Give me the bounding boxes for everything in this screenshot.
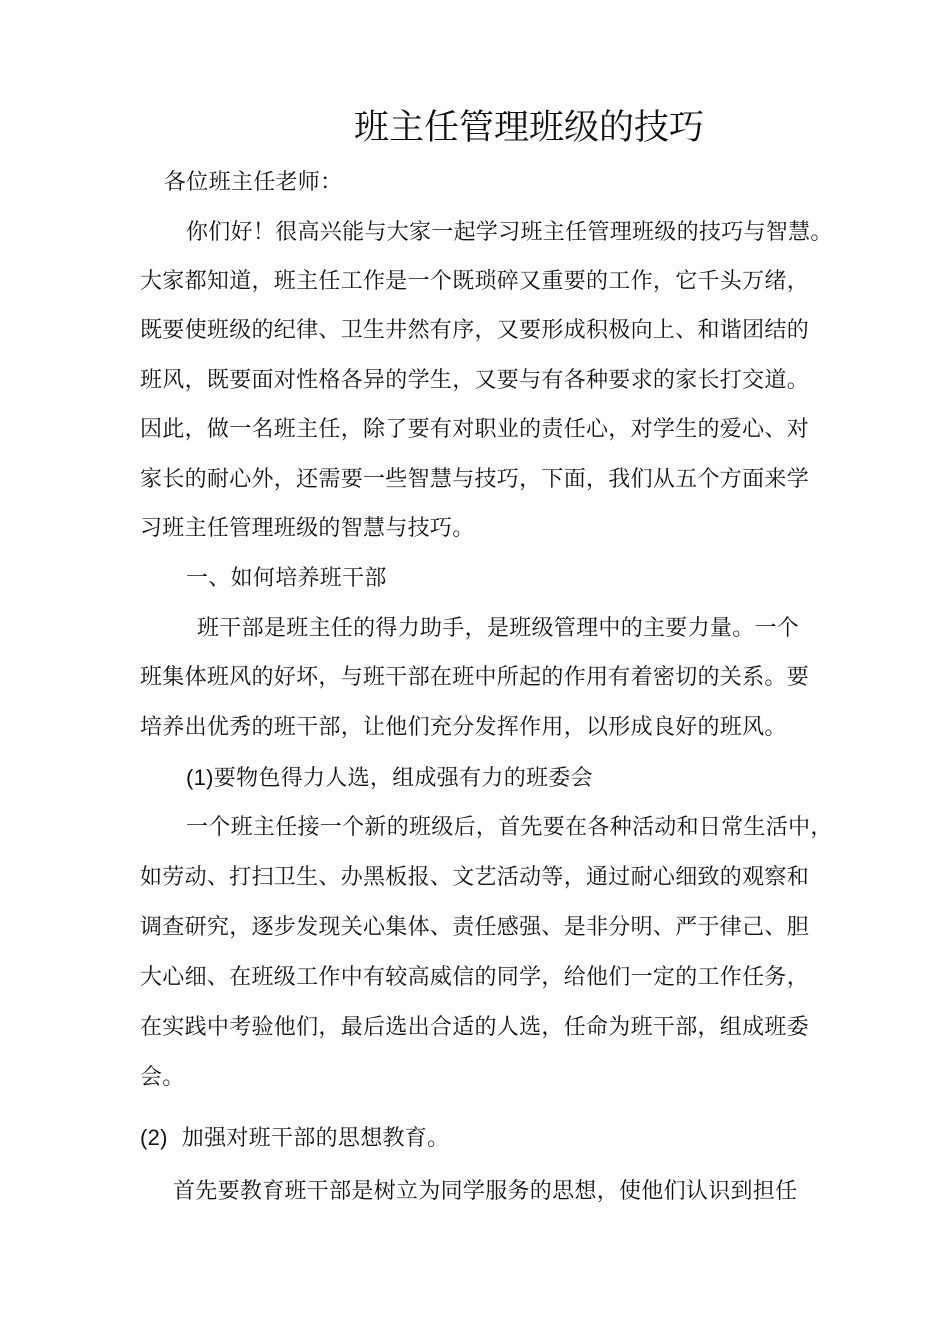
section-heading: 一、如何培养班干部 [186, 566, 387, 591]
item-2-heading [140, 1123, 449, 1154]
intro-line-1: 你们好！很高兴能与大家一起学习班主任管理班级的技巧与智慧。 [186, 220, 833, 245]
intro-line-7: 习班主任管理班级的智慧与技巧。 [140, 516, 475, 541]
item-1-line-6: 会。 [140, 1065, 185, 1090]
item-1-line-5: 在实践中考验他们，最后选出合适的人选，任命为班干部，组成班委 [140, 1015, 810, 1040]
section-line-1: 班干部是班主任的得力助手，是班级管理中的主要力量。一个 [197, 616, 800, 641]
item-1-number: (1) [186, 765, 214, 790]
section-line-2: 班集体班风的好坏，与班干部在班中所起的作用有着密切的关系。要 [140, 665, 810, 690]
item-1-title: 要物色得力人选，组成强有力的班委会 [213, 766, 593, 791]
item-1-heading [186, 763, 593, 794]
item-2-title: 加强对班干部的思想教育。 [181, 1126, 450, 1151]
item-1-line-3: 调查研究，逐步发现关心集体、责任感强、是非分明、严于律己、胆 [140, 915, 810, 940]
intro-line-6: 家长的耐心外，还需要一些智慧与技巧，下面，我们从五个方面来学 [140, 467, 810, 492]
document-title: 班主任管理班级的技巧 [353, 108, 704, 148]
item-1-line-2: 如劳动、打扫卫生、办黑板报、文艺活动等，通过耐心细致的观察和 [140, 865, 810, 890]
item-1-line-4: 大心细、在班级工作中有较高威信的同学，给他们一定的工作任务， [140, 965, 810, 990]
intro-line-2: 大家都知道，班主任工作是一个既琐碎又重要的工作，它千头万绪， [140, 269, 810, 294]
intro-line-5: 因此，做一名班主任，除了要有对职业的责任心，对学生的爱心、对 [140, 417, 810, 442]
intro-line-4: 班风，既要面对性格各异的学生，又要与有各种要求的家长打交道。 [140, 368, 810, 393]
salutation: 各位班主任老师： [164, 170, 343, 195]
item-1-line-1: 一个班主任接一个新的班级后，首先要在各种活动和日常生活中， [186, 815, 833, 840]
section-line-3: 培养出优秀的班干部，让他们充分发挥作用，以形成良好的班风。 [140, 715, 787, 740]
intro-line-3: 既要使班级的纪律、卫生井然有序，又要形成积极向上、和谐团结的 [140, 318, 810, 343]
item-2-line-1: 首先要教育班干部是树立为同学服务的思想，使他们认识到担任 [173, 1179, 798, 1204]
item-2-number: (2) [140, 1125, 168, 1150]
